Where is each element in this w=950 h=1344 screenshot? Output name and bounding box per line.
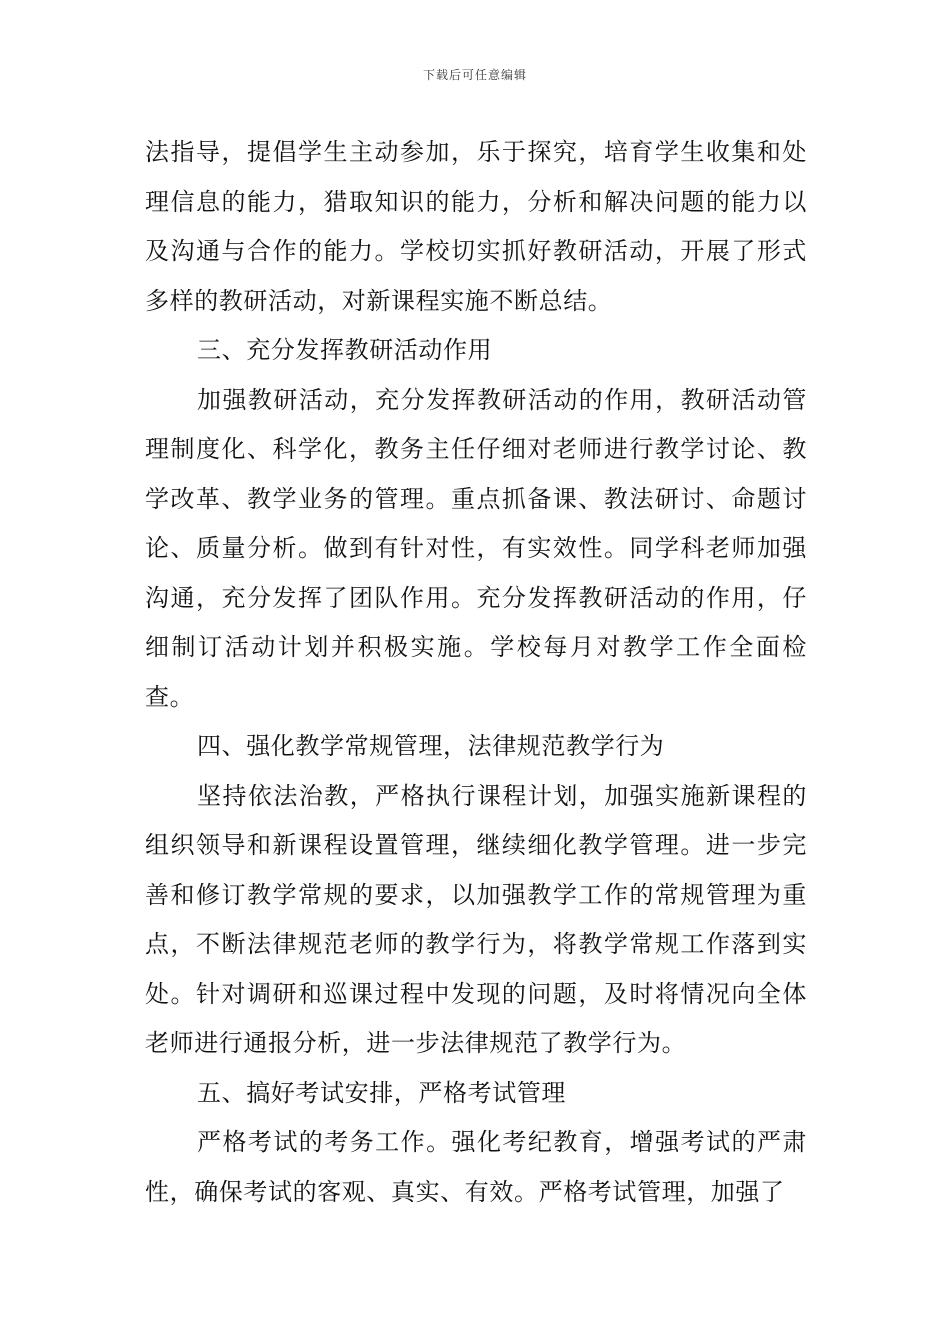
page-header-note: 下载后可任意编辑	[422, 68, 527, 82]
paragraph-continued: 法指导，提倡学生主动参加，乐于探究，培育学生收集和处理信息的能力，猎取知识的能力，分析和解决问题的能力以及沟通与合作的能力。学校切实抓好教研活动，开展了形式多样的教研活动，对新课程实施不断总结。	[145, 138, 807, 315]
paragraph-section-4: 坚持依法治教，严格执行课程计划，加强实施新课程的组织领导和新课程设置管理，继续细化教学管理。进一步完善和修订教学常规的要求，以加强教学工作的常规管理为重点，不断法律规范老师的教学行为，将教学常规工作落到实处。针对调研和巡课过程中发现的问题，及时将情况向全体老师进行通报分析，进一步法律规范了教学行为。	[145, 781, 807, 1057]
document-body	[145, 128, 807, 1217]
section-heading-3: 三、充分发挥教研活动作用	[197, 336, 493, 364]
section-heading-5: 五、搞好考试安排，严格考试管理	[197, 1078, 566, 1107]
paragraph-section-3: 加强教研活动，充分发挥教研活动的作用，教研活动管理制度化、科学化，教务主任仔细对老师进行教学讨论、教学改革、教学业务的管理。重点抓备课、教法研讨、命题讨论、质量分析。做到有针对性，有实效性。同学科老师加强沟通，充分发挥了团队作用。充分发挥教研活动的作用，仔细制订活动计划并积极实施。学校每月对教学工作全面检查。	[145, 385, 807, 711]
section-heading-4: 四、强化教学常规管理，法律规范教学行为	[197, 732, 665, 760]
paragraph-section-5: 严格考试的考务工作。强化考纪教育，增强考试的严肃性，确保考试的客观、真实、有效。严格考试管理，加强了	[145, 1128, 807, 1206]
